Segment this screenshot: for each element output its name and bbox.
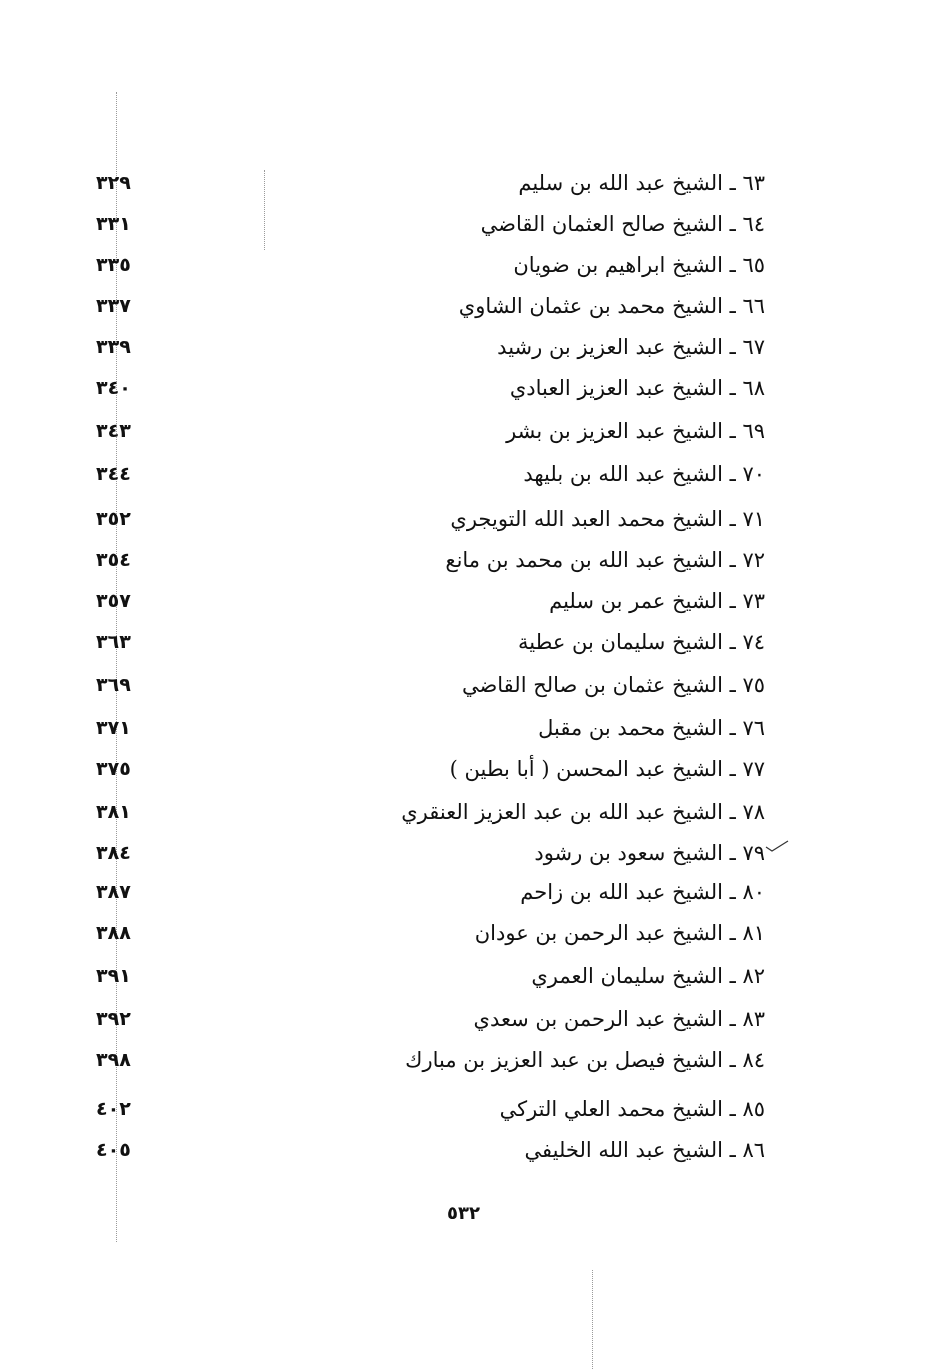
toc-entry-title: ٧٤ ـ الشيخ سليمان بن عطية: [518, 630, 765, 654]
toc-entry-page: ٣٨١: [96, 801, 131, 823]
toc-entry-page: ٣٩٨: [96, 1049, 131, 1071]
toc-row: [0, 998, 927, 1040]
toc-row: [0, 912, 927, 954]
toc-entry-page: ٣٦٩: [96, 674, 131, 696]
page-number: ٥٣٢: [447, 1203, 480, 1224]
toc-entry-page: ٣٧١: [96, 717, 131, 739]
toc-entry-title: ٨٢ ـ الشيخ سليمان العمري: [531, 964, 765, 988]
toc-entry-title: ٧٩ ـ الشيخ سعود بن رشود: [534, 841, 765, 865]
toc-entry-title: ٧٧ ـ الشيخ عبد المحسن ( أبا بطين ): [449, 757, 765, 781]
toc-entry-title: ٧١ ـ الشيخ محمد العبد الله التويجري: [450, 507, 765, 531]
toc-entry-page: ٣٥٢: [96, 508, 131, 530]
toc-entry-page: ٣٤٤: [96, 463, 131, 485]
toc-entry-title: ٦٧ ـ الشيخ عبد العزيز بن رشيد: [497, 335, 765, 359]
toc-row: [0, 539, 927, 581]
toc-entry-title: ٦٥ ـ الشيخ ابراهيم بن ضويان: [513, 253, 765, 277]
toc-row: [0, 621, 927, 663]
toc-entry-page: ٣٣٧: [96, 295, 131, 317]
toc-entry-page: ٤٠٥: [96, 1139, 131, 1161]
toc-entry-page: ٣٣٩: [96, 336, 131, 358]
toc-row: [0, 664, 927, 706]
toc-entry-page: ٣٥٧: [96, 590, 131, 612]
toc-entry-title: ٧٢ ـ الشيخ عبد الله بن محمد بن مانع: [445, 548, 765, 572]
toc-entry-title: ٨٣ ـ الشيخ عبد الرحمن بن سعدي: [473, 1007, 765, 1031]
toc-row: [0, 326, 927, 368]
toc-entry-page: ٣٤٣: [96, 420, 131, 442]
toc-entry-page: ٣٨٤: [96, 842, 131, 864]
toc-entry-page: ٣٩١: [96, 965, 131, 987]
toc-row: [0, 1039, 927, 1081]
toc-entry-title: ٦٨ ـ الشيخ عبد العزيز العبادي: [509, 376, 765, 400]
toc-row: [0, 1088, 927, 1130]
toc-entry-title: ٦٣ ـ الشيخ عبد الله بن سليم: [518, 171, 765, 195]
toc-entry-page: ٣٦٣: [96, 631, 131, 653]
toc-row: [0, 580, 927, 622]
toc-row: [0, 453, 927, 495]
toc-row: [0, 203, 927, 245]
toc-entry-page: ٣٨٨: [96, 922, 131, 944]
toc-entry-title: ٨١ ـ الشيخ عبد الرحمن بن عودان: [474, 921, 765, 945]
toc-entry-title: ٨٠ ـ الشيخ عبد الله بن زاحم: [520, 880, 765, 904]
toc-row: [0, 410, 927, 452]
toc-entry-title: ٧٥ ـ الشيخ عثمان بن صالح القاضي: [461, 673, 765, 697]
toc-entry-page: ٣٨٧: [96, 881, 131, 903]
toc-row: [0, 162, 927, 204]
toc-entry-title: ٨٦ ـ الشيخ عبد الله الخليفي: [524, 1138, 765, 1162]
toc-entry-page: ٣٤٠: [96, 377, 131, 399]
toc-entry-title: ٨٥ ـ الشيخ محمد العلي التركي: [499, 1097, 765, 1121]
toc-row: [0, 791, 927, 833]
toc-entry-page: ٣٢٩: [96, 172, 131, 194]
toc-row: [0, 498, 927, 540]
toc-entry-title: ٦٩ ـ الشيخ عبد العزيز بن بشر: [506, 419, 765, 443]
toc-row: [0, 871, 927, 913]
toc-row: [0, 1129, 927, 1171]
toc-row: [0, 285, 927, 327]
toc-row: [0, 748, 927, 790]
toc-row: [0, 707, 927, 749]
toc-row: [0, 367, 927, 409]
toc-entry-title: ٧٦ ـ الشيخ محمد بن مقبل: [538, 716, 765, 740]
toc-entry-page: ٣٥٤: [96, 549, 131, 571]
toc-row: [0, 955, 927, 997]
toc-entry-title: ٧٠ ـ الشيخ عبد الله بن بليهد: [523, 462, 765, 486]
toc-row: [0, 244, 927, 286]
toc-entry-page: ٤٠٢: [96, 1098, 131, 1120]
toc-entry-title: ٦٤ ـ الشيخ صالح العثمان القاضي: [480, 212, 765, 236]
toc-entry-page: ٣٣١: [96, 213, 131, 235]
margin-dotted-rule: [592, 1270, 593, 1369]
toc-entry-title: ٦٦ ـ الشيخ محمد بن عثمان الشاوي: [458, 294, 765, 318]
check-mark-icon: [764, 838, 790, 854]
toc-entry-title: ٧٨ ـ الشيخ عبد الله بن عبد العزيز العنقري: [401, 800, 765, 824]
toc-entry-page: ٣٩٢: [96, 1008, 131, 1030]
toc-entry-title: ٧٣ ـ الشيخ عمر بن سليم: [549, 589, 765, 613]
toc-entry-title: ٨٤ ـ الشيخ فيصل بن عبد العزيز بن مبارك: [405, 1048, 765, 1072]
toc-entry-page: ٣٧٥: [96, 758, 131, 780]
toc-entry-page: ٣٣٥: [96, 254, 131, 276]
